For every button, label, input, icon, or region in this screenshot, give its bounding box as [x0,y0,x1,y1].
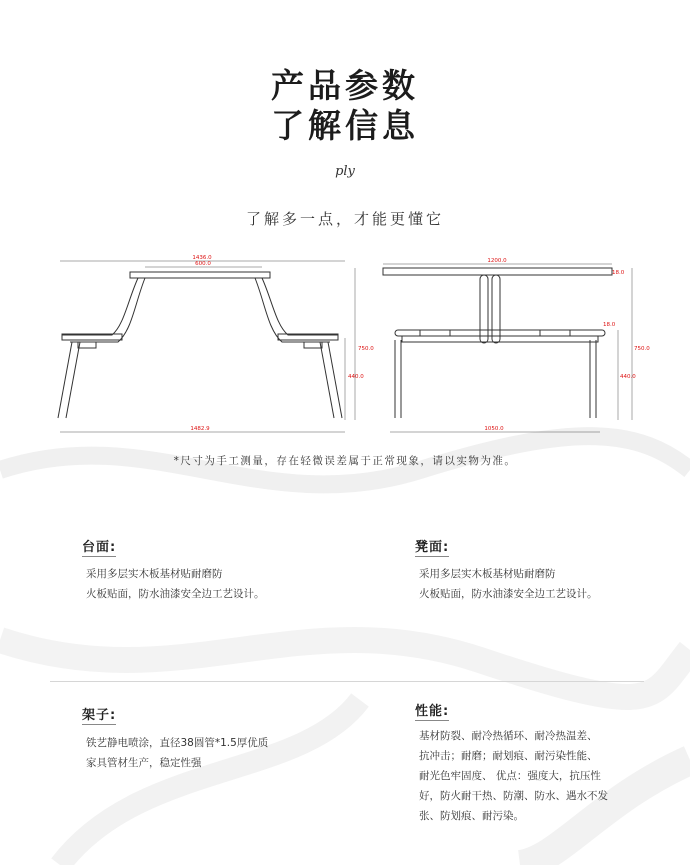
performance-line-1: 基材防裂、耐冷热循环、耐冷热温差、 [419,730,598,742]
tabletop-line-1: 采用多层实木板基材贴耐磨防 [86,568,223,580]
performance-heading-text: 性能: [415,704,450,719]
section-body-frame [86,733,268,773]
tabletop-heading-text: 台面: [82,540,117,555]
section-heading-tabletop [82,536,116,557]
stool-line-2: 火板贴面，防水油漆安全边工艺设计。 [419,588,598,600]
dim-side-top-thickness: 18.0 [612,270,625,276]
section-heading-frame [82,704,116,725]
page-title-line2: 了解信息 [271,106,419,145]
dimension-drawing [0,248,690,448]
dim-front-total-width: 1482.9 [190,426,210,432]
frame-heading-text: 架子: [82,708,117,723]
dim-side-base-width: 1050.0 [484,426,504,432]
performance-line-3: 耐光色牢固度、 优点：强度大，抗压性 [419,770,601,782]
dim-front-top-width: 1436.0 [192,255,212,261]
section-heading-stool [415,536,449,557]
script-signature: ply [335,164,355,179]
stool-heading-text: 凳面: [415,540,450,555]
dim-side-seat-height: 440.0 [620,374,636,380]
section-divider [50,681,644,682]
dim-side-top-width: 1200.0 [487,258,507,264]
stool-line-1: 采用多层实木板基材贴耐磨防 [419,568,556,580]
side-view [383,264,632,432]
section-body-tabletop [86,564,265,604]
tabletop-line-2: 火板贴面，防水油漆安全边工艺设计。 [86,588,265,600]
dim-side-seat-thickness: 18.0 [603,322,616,328]
frame-line-1: 铁艺静电喷涂，直径38圆管*1.5厚优质 [86,737,269,749]
dim-front-top-inner: 600.0 [195,261,211,267]
performance-line-5: 张、防划痕、耐污染。 [419,810,524,822]
front-view [58,261,355,432]
page-title-line1: 产品参数 [271,66,419,105]
dim-side-height-total: 750.0 [634,346,650,352]
page-subtitle: 了解多一点，才能更懂它 [245,210,444,228]
frame-line-2: 家具管材生产，稳定性强 [86,757,202,769]
section-body-performance [419,726,608,826]
dim-front-seat-height: 440.0 [348,374,364,380]
section-body-stool [419,564,598,604]
performance-line-2: 抗冲击；耐磨；耐划痕、耐污染性能、 [419,750,598,762]
measurement-note: *尺寸为手工测量，存在轻微误差属于正常现象，请以实物为准。 [173,455,517,467]
section-heading-performance [415,700,449,721]
performance-line-4: 好，防火耐干热、防潮、防水、遇水不发 [419,790,608,802]
dim-front-height-total: 750.0 [358,346,374,352]
